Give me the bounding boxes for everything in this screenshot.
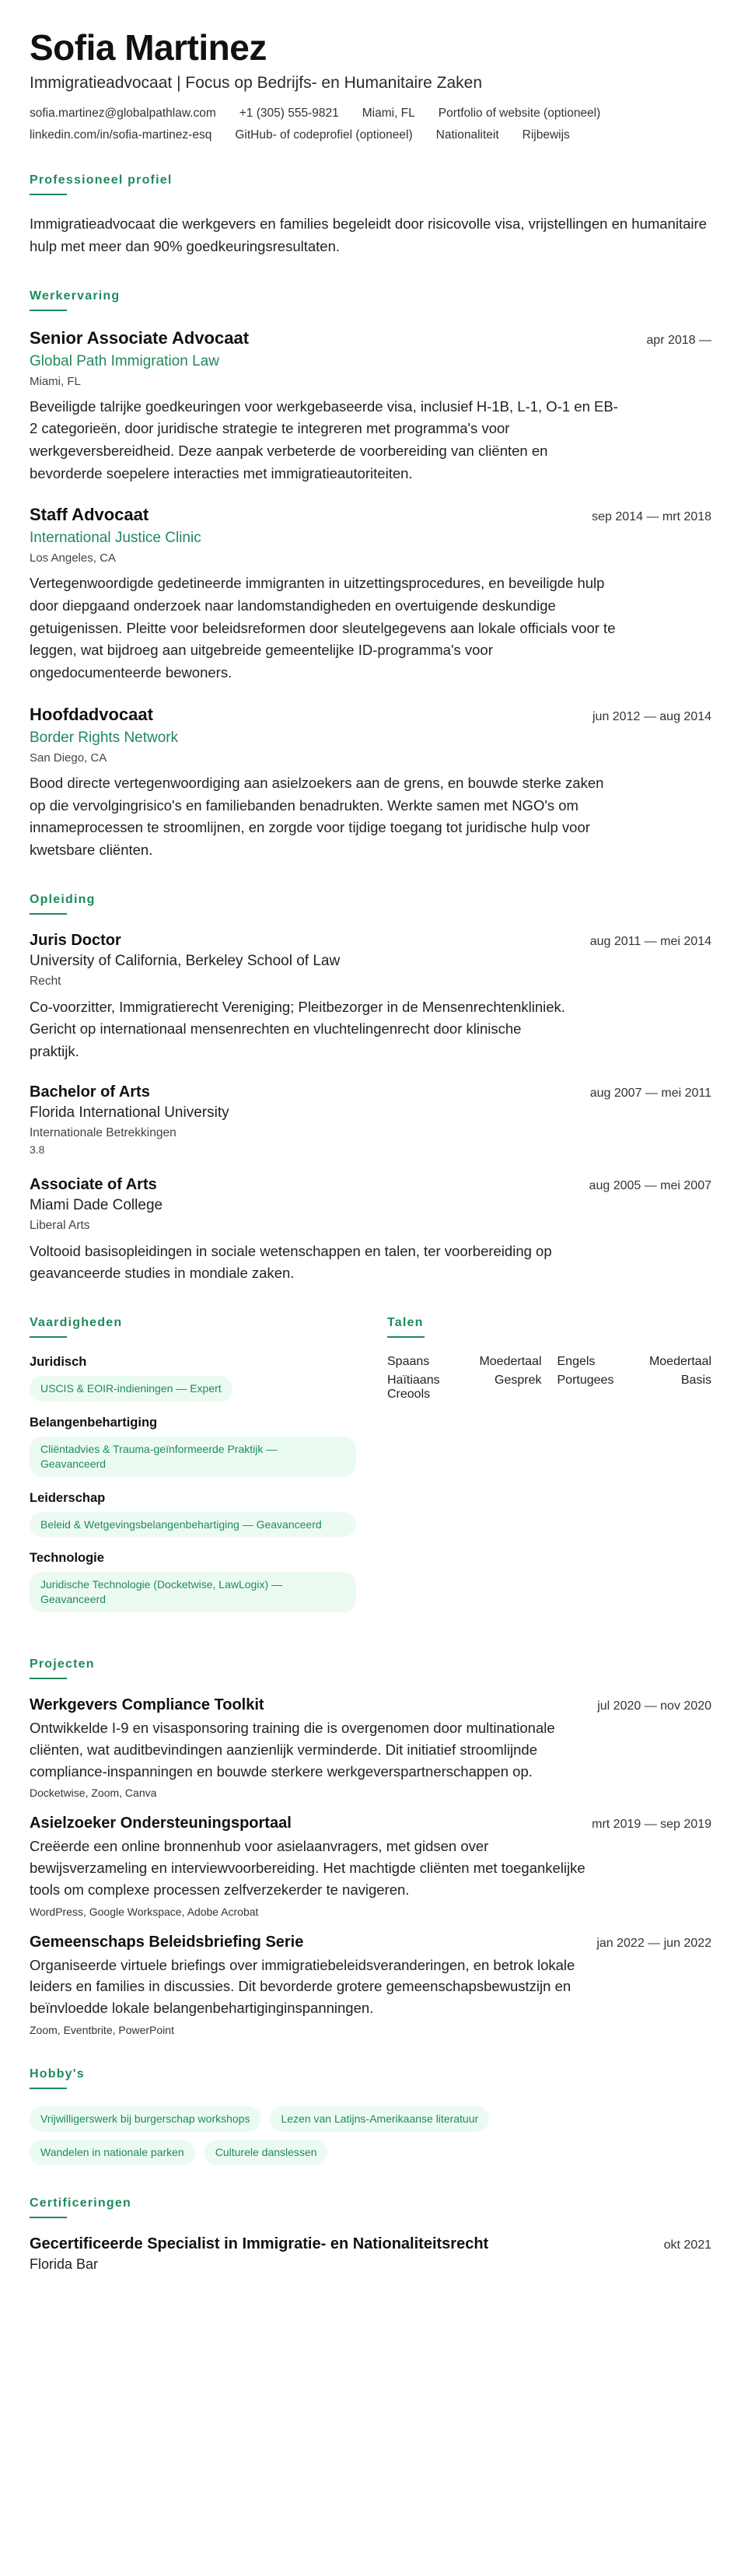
language-level: Gesprek: [495, 1373, 542, 1387]
job-description: Beveiligde talrijke goedkeuringen voor werkgebaseerde visa, inclusief H-1B, L-1, O-1 en EB-2 categorieën, door juridische strategie te integreren met programma's voor werkgeversbereidheid. Deze aanpak verbeterde de voorbereiding van cliënten en bevorderde soepelere interacties met immigratieautoriteiten.: [30, 397, 618, 481]
profile-section: [30, 173, 711, 258]
skill-category: Technologie: [30, 1551, 104, 1566]
experience-entry: [30, 328, 711, 485]
section-title: Vaardigheden: [30, 1315, 123, 1329]
education-section: [30, 893, 711, 1285]
field-of-study: Recht: [30, 974, 61, 988]
section-divider: [30, 1336, 67, 1338]
language-name: Spaans: [387, 1354, 430, 1368]
school-name: Florida International University: [30, 1104, 229, 1121]
gpa: 3.8: [30, 1143, 45, 1156]
skill-category: Leiderschap: [30, 1490, 106, 1505]
job-description: Vertegenwoordigde gedetineerde immigranten in uitzettingsprocedures, en beveiligde hulp door diepgaand onderzoek naar landomstandigheden en overtuigende deskundige getuigenissen. Pleitte voor beleidsreformen door sleutelgegevens aan lokale officials voor te leggen, wat bijdroeg aan uitgebreide gemeentelijke ID-programma's voor ongedocumenteerde bewoners.: [30, 575, 616, 681]
section-divider: [30, 1678, 67, 1679]
job-date: apr 2018 —: [646, 333, 711, 347]
language-item: [387, 1355, 542, 1369]
section-title: Professioneel profiel: [30, 173, 173, 187]
contact-list: [30, 107, 711, 142]
skill-group: [30, 1416, 356, 1477]
experience-entry: [30, 705, 711, 862]
language-item: [557, 1355, 712, 1369]
name: Sofia Martinez: [30, 27, 267, 68]
education-entry: [30, 1176, 711, 1285]
degree: Associate of Arts: [30, 1175, 157, 1193]
school-name: University of California, Berkeley School of Law: [30, 952, 341, 969]
project-name: Gemeenschaps Beleidsbriefing Serie: [30, 1933, 304, 1951]
education-description: Voltooid basisopleidingen in sociale wetenschappen en talen, ter voorbereiding op geavanceerde studies in mondiale zaken.: [30, 1242, 552, 1282]
hobby-tag: Lezen van Latijns-Amerikaanse literatuur: [270, 2106, 489, 2132]
language-name: Haïtiaans Creools: [387, 1373, 440, 1401]
company-name: Global Path Immigration Law: [30, 352, 219, 369]
job-title: Staff Advocaat: [30, 505, 149, 525]
section-divider: [30, 2217, 67, 2218]
header: [30, 28, 711, 142]
language-level: Moedertaal: [648, 1354, 711, 1368]
job-location: Los Angeles, CA: [30, 551, 116, 565]
project-entry: [30, 1934, 711, 2036]
contact-linkedin[interactable]: linkedin.com/in/sofia-martinez-esq: [30, 128, 212, 142]
education-entry: [30, 932, 711, 1063]
education-date: aug 2007 — mei 2011: [589, 1086, 711, 1100]
contact-phone[interactable]: +1 (305) 555-9821: [239, 106, 339, 120]
education-date: aug 2011 — mei 2014: [589, 934, 711, 948]
hobby-tag: Wandelen in nationale parken: [30, 2140, 195, 2165]
education-description: Co-voorzitter, Immigratierecht Vereniging; Pleitbezorger in de Mensenrechtenkliniek. Gericht op internationaal mensenrechten en vluchtelingenrecht door klinische praktijk.: [30, 998, 565, 1059]
company-name: International Justice Clinic: [30, 530, 201, 547]
project-description: Organiseerde virtuele briefings over immigratiebeleidsveranderingen, en betrok lokale leiders en families in discussies. Dit bevorderde grotere gemeenschapsbewustzijn en beïnvloedde lokale belangenbehartiginginspanningen.: [30, 1956, 575, 2017]
section-divider: [387, 1336, 425, 1338]
field-of-study: Internationale Betrekkingen: [30, 1125, 177, 1139]
contact-email[interactable]: sofia.martinez@globalpathlaw.com: [30, 106, 216, 120]
education-date: aug 2005 — mei 2007: [589, 1178, 711, 1192]
hobby-list: [30, 2106, 589, 2165]
project-entry: [30, 1696, 711, 1799]
project-tools: WordPress, Google Workspace, Adobe Acrobat: [30, 1905, 259, 1918]
project-date: mrt 2019 — sep 2019: [592, 1818, 711, 1832]
section-divider: [30, 194, 67, 195]
skill-tag: Cliëntadvies & Trauma-geïnformeerde Praktijk — Geavanceerd: [30, 1437, 356, 1477]
company-name: Border Rights Network: [30, 729, 179, 746]
project-description: Creëerde een online bronnenhub voor asielaanvragers, met gidsen over bewijsverzameling en interviewvoorbereiding. Het machtigde cliënten met toegankelijke tools om complexe processen zelfverzekerder te navigeren.: [30, 1838, 585, 1898]
skill-tag: Beleid & Wetgevingsbelangenbehartiging — Geavanceerd: [30, 1512, 356, 1538]
project-date: jul 2020 — nov 2020: [597, 1699, 711, 1713]
skill-tag: USCIS & EOIR-indieningen — Expert: [30, 1376, 232, 1402]
job-description: Bood directe vertegenwoordiging aan asielzoekers aan de grens, en bouwde sterke zaken op die vervolgingrisico's en familiebanden benadrukten. Werkte samen met NGO's om innameprocessen te stroomlijnen, en zorgde voor tijdige toegang tot juridische hulp voor kwetsbare cliënten.: [30, 774, 604, 858]
section-divider: [30, 2088, 67, 2089]
projects-section: [30, 1657, 711, 2036]
skill-group: [30, 1491, 356, 1538]
experience-section: [30, 289, 711, 862]
language-level: Basis: [680, 1373, 711, 1387]
section-divider: [30, 310, 67, 311]
skill-group: [30, 1551, 356, 1612]
language-level: Moedertaal: [479, 1354, 542, 1368]
contact-license: Rijbewijs: [522, 128, 570, 142]
project-name: Asielzoeker Ondersteuningsportaal: [30, 1815, 292, 1832]
section-title: Werkervaring: [30, 289, 121, 303]
contact-nationality: Nationaliteit: [435, 128, 499, 142]
hobby-tag: Culturele danslessen: [204, 2140, 328, 2165]
job-date: jun 2012 — aug 2014: [592, 709, 711, 723]
profile-summary: Immigratieadvocaat die werkgevers en families begeleidt door risicovolle visa, vrijstellingen en humanitaire hulp met meer dan 90% goedkeuringsresultaten.: [30, 215, 707, 255]
contact-portfolio[interactable]: Portfolio of website (optioneel): [438, 106, 601, 120]
contact-github[interactable]: GitHub- of codeprofiel (optioneel): [235, 128, 413, 142]
certification-date: okt 2021: [663, 2238, 711, 2252]
section-title: Opleiding: [30, 892, 96, 906]
section-title: Projecten: [30, 1657, 95, 1671]
project-tools: Docketwise, Zoom, Canva: [30, 1787, 157, 1800]
certifications-section: [30, 2196, 711, 2273]
skill-category: Juridisch: [30, 1354, 87, 1369]
job-location: Miami, FL: [30, 374, 81, 388]
hobbies-section: [30, 2067, 711, 2165]
project-description: Ontwikkelde I-9 en visasponsoring training die is overgenomen door multinationale cliënten, wat auditbevindingen aanzienlijk verminderde. Dit initiatief stroomlijnde compliance-inspanningen en bouwde sterkere werkgeverspartnerschappen op.: [30, 1720, 555, 1780]
language-name: Engels: [557, 1354, 596, 1368]
job-title: Hoofdadvocaat: [30, 704, 153, 724]
project-tools: Zoom, Eventbrite, PowerPoint: [30, 2023, 174, 2036]
job-location: San Diego, CA: [30, 751, 107, 765]
language-name: Portugees: [557, 1373, 614, 1387]
skill-tag: Juridische Technologie (Docketwise, LawLogix) — Geavanceerd: [30, 1572, 356, 1612]
section-title: Certificeringen: [30, 2196, 131, 2210]
hobby-tag: Vrijwilligerswerk bij burgerschap workshops: [30, 2106, 260, 2132]
certification-name: Gecertificeerde Specialist in Immigratie- en Nationaliteitsrecht: [30, 2235, 489, 2252]
language-item: [387, 1374, 542, 1402]
skills-section: [30, 1316, 356, 1626]
experience-entry: [30, 505, 711, 684]
job-title: Senior Associate Advocaat: [30, 327, 250, 348]
skill-category: Belangenbehartiging: [30, 1415, 158, 1430]
resume: [30, 28, 711, 2273]
language-item: [557, 1374, 712, 1402]
field-of-study: Liberal Arts: [30, 1218, 90, 1232]
certification-entry: [30, 2235, 711, 2273]
job-date: sep 2014 — mrt 2018: [592, 510, 711, 524]
skill-group: [30, 1355, 356, 1402]
degree: Bachelor of Arts: [30, 1083, 150, 1101]
languages-section: [387, 1316, 711, 1626]
degree: Juris Doctor: [30, 931, 121, 949]
headline: Immigratieadvocaat | Focus op Bedrijfs- en Humanitaire Zaken: [30, 73, 483, 92]
section-divider: [30, 913, 67, 915]
language-list: [387, 1355, 711, 1402]
school-name: Miami Dade College: [30, 1196, 163, 1213]
certification-issuer: Florida Bar: [30, 2256, 99, 2272]
skills-languages-row: [30, 1316, 711, 1626]
project-date: jan 2022 — jun 2022: [596, 1936, 711, 1950]
project-entry: [30, 1815, 711, 1917]
section-title: Talen: [387, 1315, 424, 1329]
section-title: Hobby's: [30, 2067, 85, 2081]
contact-location: Miami, FL: [362, 106, 415, 120]
project-name: Werkgevers Compliance Toolkit: [30, 1696, 264, 1714]
education-entry: [30, 1083, 711, 1156]
